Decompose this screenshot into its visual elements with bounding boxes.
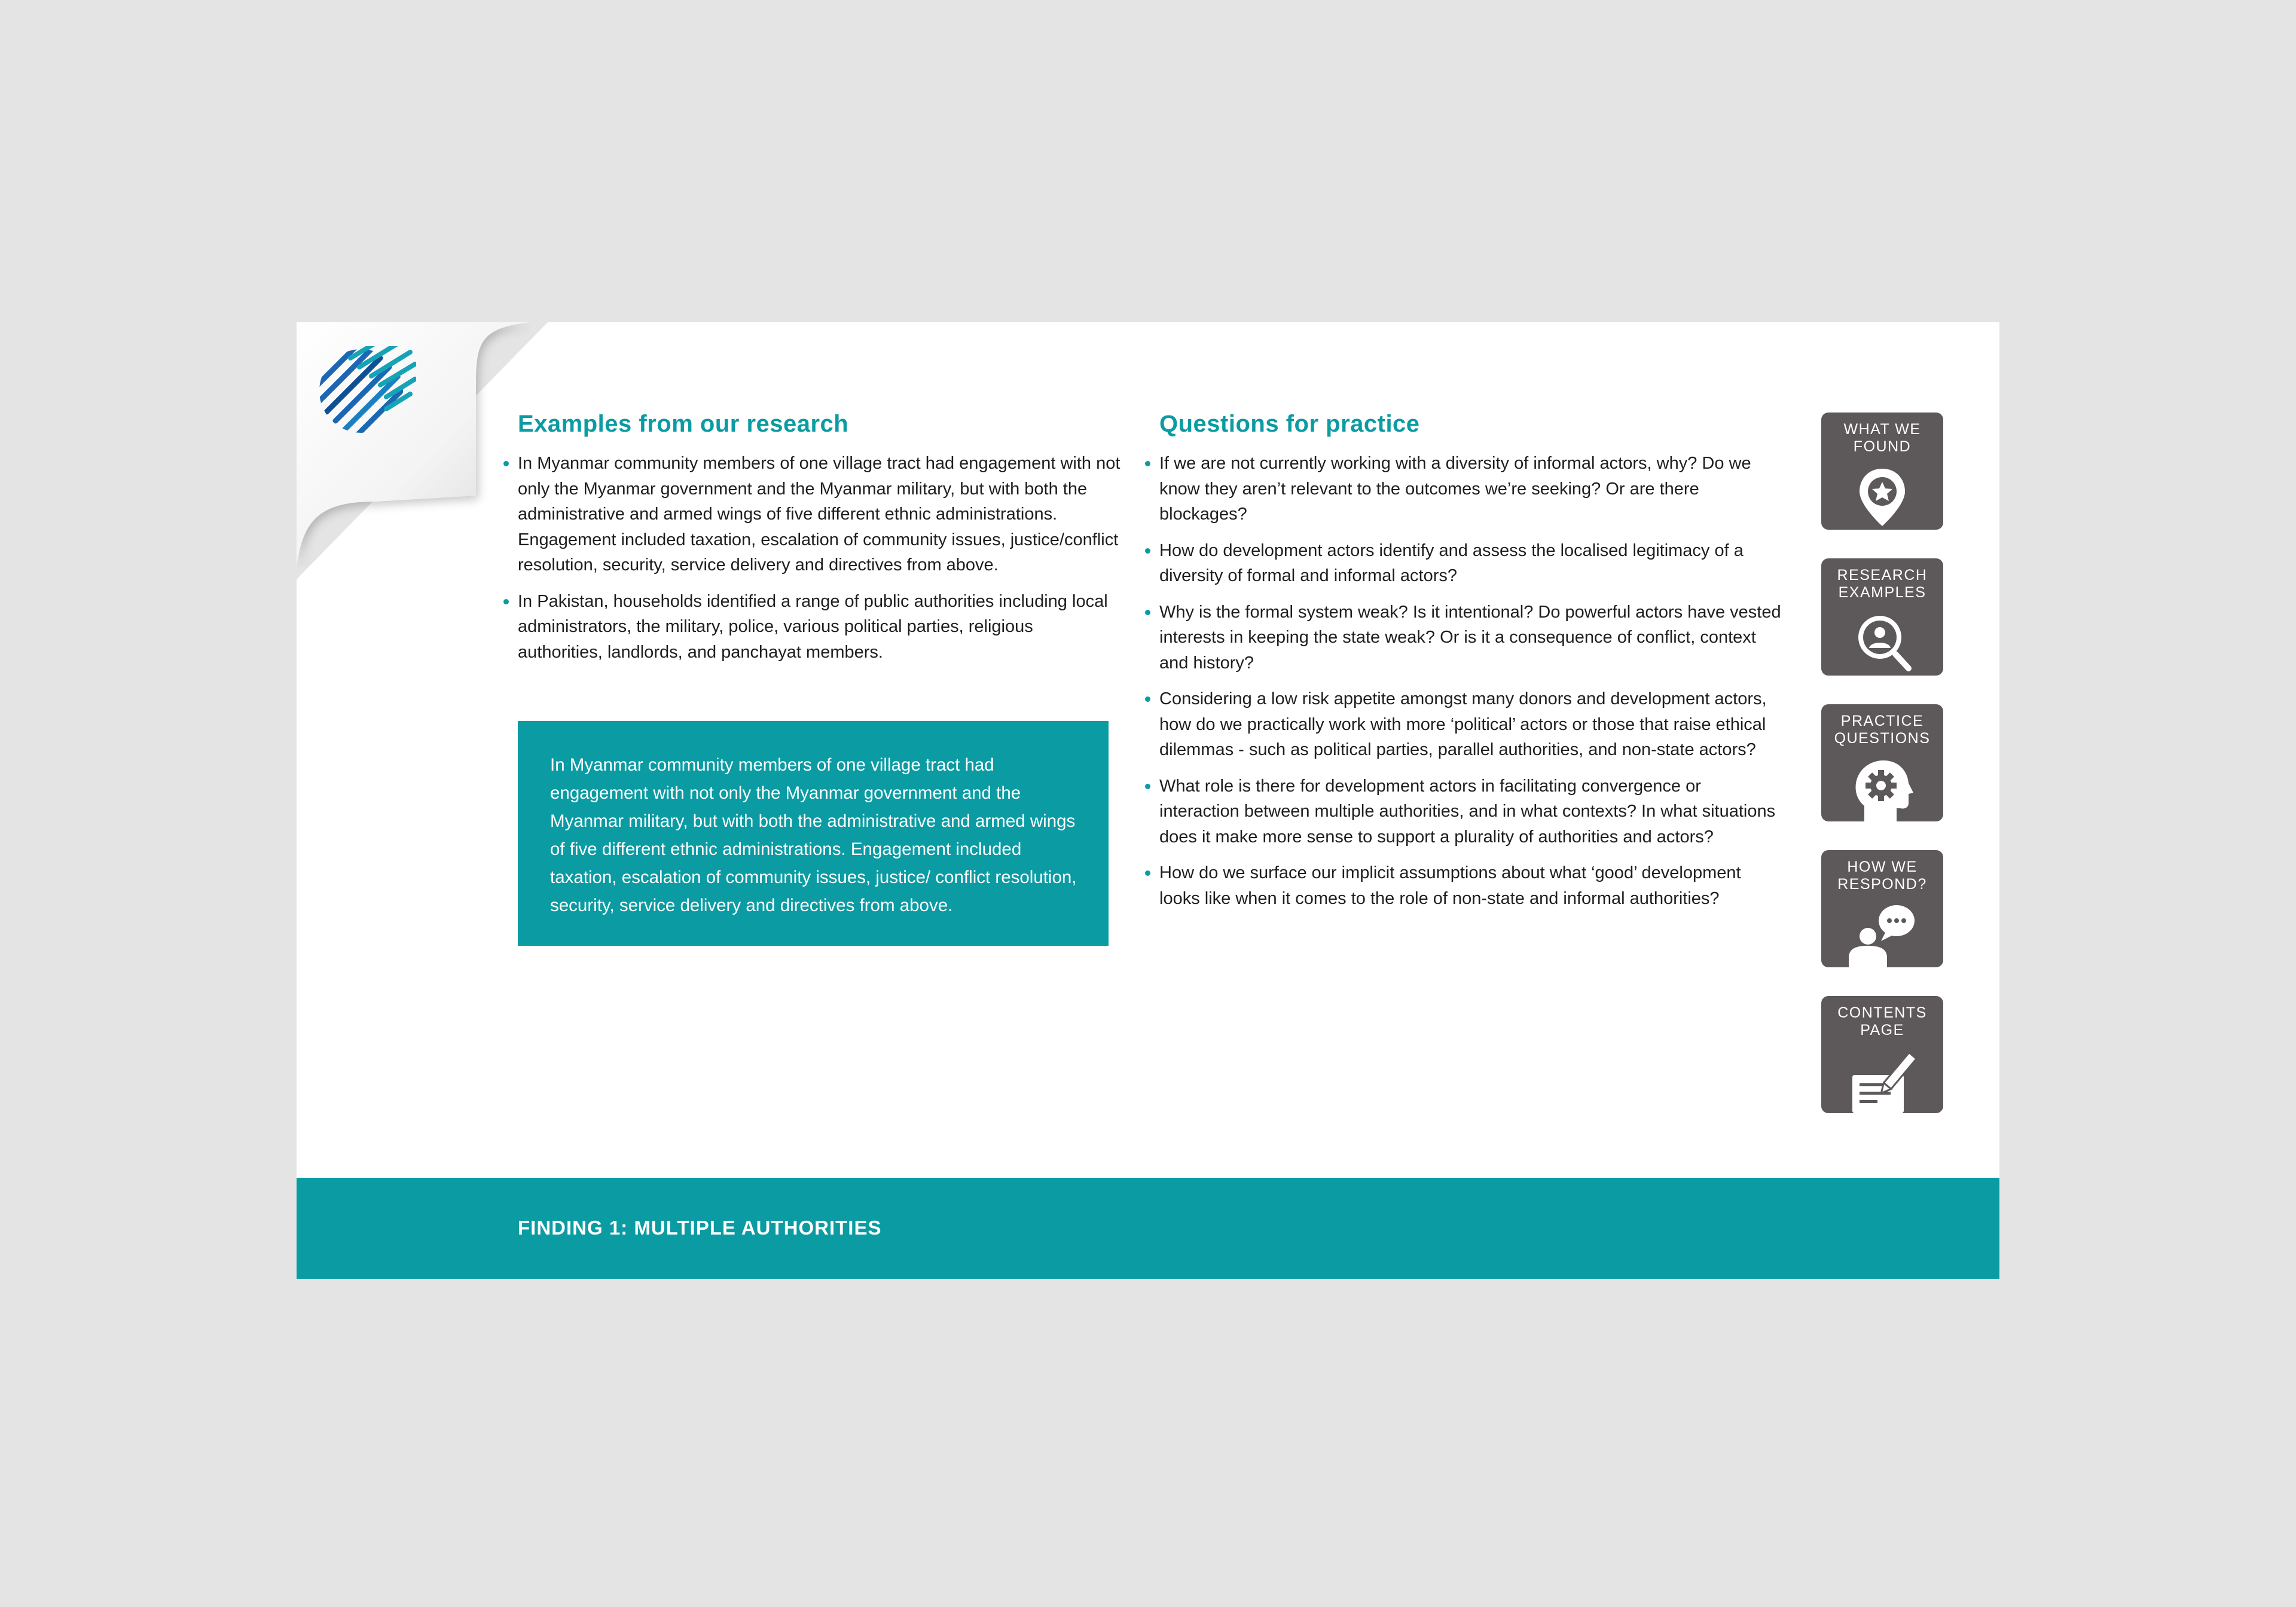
nav-label-line2: RESPOND? <box>1837 876 1927 893</box>
nav-label-line1: WHAT WE <box>1843 421 1921 438</box>
footer-title: FINDING 1: MULTIPLE AUTHORITIES <box>518 1217 882 1239</box>
examples-list <box>518 451 1122 665</box>
nav-label-line2: QUESTIONS <box>1834 730 1931 747</box>
examples-heading: Examples from our research <box>518 411 849 437</box>
nav-label-line2: EXAMPLES <box>1838 584 1926 601</box>
highlight-text: In Myanmar community members of one village tract had engagement with not only the Myanmar government and the Myanmar military, but with both the administrative and armed wings of five different ethnic administrations. Engagement included taxation, escalation of community issues, justice/ conflict resolution, security, service delivery and directives from above. <box>550 755 1077 915</box>
question-item: What role is there for development actors in facilitating convergence or interaction between multiple authorities, and in what contexts? In what situations does it make more sense to support a plurality of authorities and actors? <box>1159 774 1781 850</box>
question-item: If we are not currently working with a diversity of informal actors, why? Do we know they aren’t relevant to the outcomes we’re seeking? Or are there blockages? <box>1159 451 1781 527</box>
nav-how-we-respond-button[interactable] <box>1821 850 1943 967</box>
nav-label-line1: PRACTICE <box>1840 713 1924 729</box>
head-gear-icon <box>1846 752 1918 821</box>
highlight-box <box>518 721 1109 946</box>
nav-label-line2: PAGE <box>1860 1022 1904 1038</box>
example-item: In Myanmar community members of one village tract had engagement with not only the Myanmar government and the Myanmar military, but with both the administrative and armed wings of five different ethnic administrations. Engagement included taxation, escalation of community issues, justice/conflict resolution, security, service delivery and directives from above. <box>518 451 1122 578</box>
questions-section <box>1159 411 1781 922</box>
question-item: How do we surface our implicit assumptions about what ‘good’ development looks like when it comes to the role of non-state and informal authorities? <box>1159 860 1781 911</box>
location-star-icon <box>1846 460 1918 530</box>
nav-label-line1: CONTENTS <box>1837 1004 1927 1021</box>
nav-research-examples-button[interactable] <box>1821 558 1943 676</box>
logo-mark <box>315 346 416 436</box>
nav-what-we-found-button[interactable] <box>1821 413 1943 530</box>
examples-section <box>518 411 1122 676</box>
person-speech-icon <box>1846 898 1918 967</box>
nav-practice-questions-button[interactable] <box>1821 704 1943 821</box>
question-item: How do development actors identify and assess the localised legitimacy of a diversity of formal and informal actors? <box>1159 538 1781 589</box>
section-navigation <box>1821 413 1943 1142</box>
nav-label-line1: HOW WE <box>1847 859 1918 875</box>
nav-label-line2: FOUND <box>1853 438 1912 455</box>
question-item: Why is the formal system weak? Is it intentional? Do powerful actors have vested interests in keeping the state weak? Or is it a consequence of conflict, context and history? <box>1159 600 1781 676</box>
nav-contents-page-button[interactable] <box>1821 996 1943 1113</box>
questions-heading: Questions for practice <box>1159 411 1420 437</box>
nav-label-line1: RESEARCH <box>1837 567 1928 583</box>
notepad-pencil-icon <box>1846 1044 1918 1113</box>
example-item: In Pakistan, households identified a range of public authorities including local administrators, the military, police, various political parties, religious authorities, landlords, and panchayat members. <box>518 589 1122 665</box>
document-page <box>297 322 1999 1279</box>
footer-bar <box>297 1178 1999 1279</box>
person-magnifier-icon <box>1846 606 1918 676</box>
question-item: Considering a low risk appetite amongst many donors and development actors, how do we practically work with more ‘political’ actors or those that raise ethical dilemmas - such as political parties, parallel authorities, and non-state actors? <box>1159 686 1781 763</box>
questions-list <box>1159 451 1781 911</box>
